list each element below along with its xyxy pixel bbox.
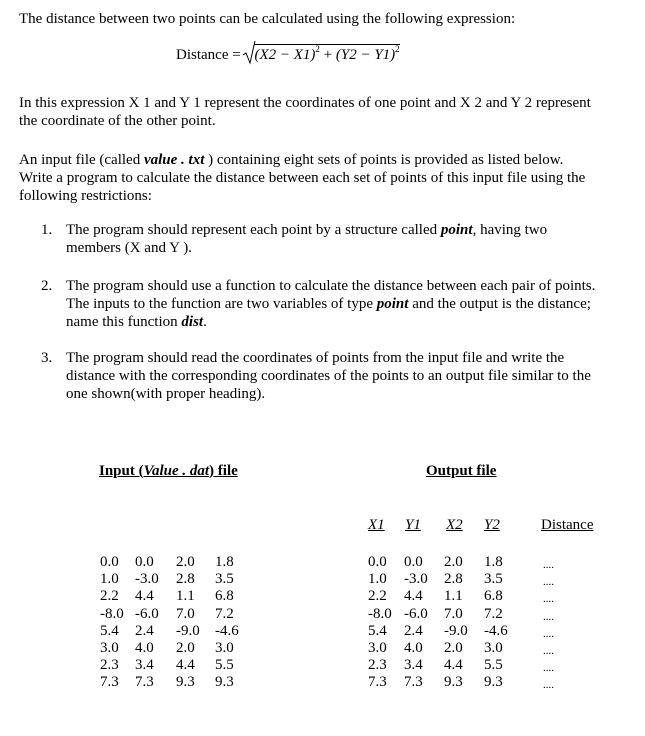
input-cell: 1.1 xyxy=(176,588,195,605)
list-text: The program should represent each point by a structure called xyxy=(66,222,441,238)
output-cell: 4.0 xyxy=(404,640,423,656)
paragraph-line: In this expression X 1 and Y 1 represent the coordinates of one point and X 2 and Y 2 represent xyxy=(19,95,591,111)
column-header-x1: X1 xyxy=(368,517,385,533)
input-cell: 2.0 xyxy=(176,554,195,570)
output-cell: -6.0 xyxy=(404,605,428,622)
column-header-distance: Distance xyxy=(541,517,594,533)
input-cell: -9.0 xyxy=(176,622,200,639)
output-cell: 1.0 xyxy=(368,571,387,588)
paragraph-line: following restrictions: xyxy=(19,188,152,204)
output-cell: 3.5 xyxy=(484,571,503,588)
output-cell: -8.0 xyxy=(368,605,392,622)
output-cell: 0.0 xyxy=(404,554,423,570)
output-cell: 3.0 xyxy=(368,640,387,656)
input-cell: 0.0 xyxy=(135,554,154,570)
output-cell: -9.0 xyxy=(444,622,468,639)
input-cell: 5.4 xyxy=(100,622,119,639)
paragraph-line: the coordinate of the other point. xyxy=(19,113,216,129)
input-cell: 4.4 xyxy=(135,588,154,605)
output-cell: 5.5 xyxy=(484,657,503,674)
input-cell: 3.5 xyxy=(215,571,234,588)
input-cell: 0.0 xyxy=(100,554,119,570)
input-cell: 2.2 xyxy=(100,588,119,605)
input-cell: -3.0 xyxy=(135,571,159,588)
output-cell: 7.3 xyxy=(368,674,387,691)
column-header-y2: Y2 xyxy=(484,517,500,533)
input-file-heading: Input (Value . dat) file xyxy=(99,463,238,479)
input-cell: 9.3 xyxy=(176,674,195,691)
output-cell: 9.3 xyxy=(444,674,463,691)
filename-text: value . txt xyxy=(143,152,205,168)
distance-placeholder: .... xyxy=(543,610,554,623)
input-cell: 2.3 xyxy=(100,657,119,674)
keyword-point: point xyxy=(376,296,409,312)
input-cell: 1.8 xyxy=(215,554,234,570)
task-paragraph xyxy=(19,151,623,205)
list-text: The program should use a function to calculate the distance between each pair of points. xyxy=(66,278,596,294)
distance-placeholder: .... xyxy=(543,627,554,640)
paragraph-text: An input file (called xyxy=(19,152,144,168)
input-cell: 4.4 xyxy=(176,657,195,674)
output-cell: 4.4 xyxy=(444,657,463,674)
list-text: members (X and Y ). xyxy=(66,240,192,256)
distance-placeholder: .... xyxy=(543,662,554,675)
distance-placeholder: .... xyxy=(543,645,554,657)
distance-placeholder: .... xyxy=(543,679,554,692)
column-header-y1: Y1 xyxy=(405,517,421,533)
distance-placeholder: .... xyxy=(543,559,554,571)
output-cell: 5.4 xyxy=(368,622,387,639)
list-text: one shown(with proper heading). xyxy=(66,386,266,402)
list-text: The inputs to the function are two variables of type xyxy=(66,296,377,312)
input-cell: 2.4 xyxy=(135,622,154,639)
input-cell: -6.0 xyxy=(135,605,159,622)
keyword-point: point xyxy=(440,222,473,238)
distance-placeholder: .... xyxy=(543,593,554,606)
output-cell: 2.0 xyxy=(444,640,463,656)
radical-sign-icon xyxy=(242,39,256,65)
formula-lhs: Distance xyxy=(176,47,229,63)
input-cell: 3.0 xyxy=(100,640,119,656)
column-header-x2: X2 xyxy=(446,517,463,533)
output-cell: -3.0 xyxy=(404,571,428,588)
input-cell: 3.0 xyxy=(215,640,234,656)
list-number: 2. xyxy=(41,278,53,294)
distance-formula xyxy=(176,44,400,64)
formula-exp-2: 2 xyxy=(395,44,400,54)
output-cell: 0.0 xyxy=(368,554,387,570)
input-cell: 7.3 xyxy=(100,674,119,691)
input-cell: 7.0 xyxy=(176,605,195,622)
distance-placeholder: .... xyxy=(543,576,554,589)
keyword-dist: dist xyxy=(181,314,204,330)
input-cell: 7.3 xyxy=(135,674,154,691)
output-cell: 1.8 xyxy=(484,554,503,570)
list-number: 1. xyxy=(41,222,53,238)
intro-text: The distance between two points can be calculated using the following expression: xyxy=(19,11,516,27)
output-cell: 2.2 xyxy=(368,588,387,605)
output-cell: 4.4 xyxy=(404,588,423,605)
formula-equals: = xyxy=(232,47,241,63)
output-cell: 7.0 xyxy=(444,605,463,622)
input-file-name: Value . dat xyxy=(143,463,210,479)
output-cell: 2.4 xyxy=(404,622,423,639)
input-cell: 2.0 xyxy=(176,640,195,656)
formula-plus: + xyxy=(323,47,333,63)
output-cell: 1.1 xyxy=(444,588,463,605)
output-cell: 7.2 xyxy=(484,605,503,622)
list-text: , having two xyxy=(472,222,548,238)
list-text: distance with the corresponding coordinates of the points to an output file similar to the xyxy=(66,368,591,384)
input-cell: 3.4 xyxy=(135,657,154,674)
input-cell: -8.0 xyxy=(100,605,124,622)
input-cell: -4.6 xyxy=(215,622,239,639)
formula-term-y: (Y2 − Y1) xyxy=(335,47,396,63)
square-root xyxy=(244,44,399,64)
list-text: . xyxy=(203,314,207,330)
output-cell: 6.8 xyxy=(484,588,503,605)
input-cell: 4.0 xyxy=(135,640,154,656)
list-text: name this function xyxy=(66,314,182,330)
formula-term-x: (X2 − X1) xyxy=(254,47,316,63)
output-cell: 2.3 xyxy=(368,657,387,674)
output-cell: 2.0 xyxy=(444,554,463,570)
output-cell: 3.0 xyxy=(484,640,503,656)
list-number: 3. xyxy=(41,350,53,366)
output-cell: 9.3 xyxy=(484,674,503,691)
input-cell: 5.5 xyxy=(215,657,234,674)
coordinates-paragraph xyxy=(19,94,623,130)
output-cell: 7.3 xyxy=(404,674,423,691)
input-cell: 7.2 xyxy=(215,605,234,622)
formula-exp-1: 2 xyxy=(315,44,320,54)
output-cell: 2.8 xyxy=(444,571,463,588)
input-cell: 2.8 xyxy=(176,571,195,588)
output-cell: -4.6 xyxy=(484,622,508,639)
input-cell: 1.0 xyxy=(100,571,119,588)
input-cell: 6.8 xyxy=(215,588,234,605)
output-cell: 3.4 xyxy=(404,657,423,674)
paragraph-text: ) containing eight sets of points is provided as listed below. xyxy=(204,152,564,168)
list-text: The program should read the coordinates of points from the input file and write the xyxy=(66,350,565,366)
list-text: and the output is the distance; xyxy=(408,296,591,312)
output-file-heading: Output file xyxy=(426,463,497,479)
paragraph-line: Write a program to calculate the distance between each set of points of this input file using the xyxy=(19,170,586,186)
input-cell: 9.3 xyxy=(215,674,234,691)
